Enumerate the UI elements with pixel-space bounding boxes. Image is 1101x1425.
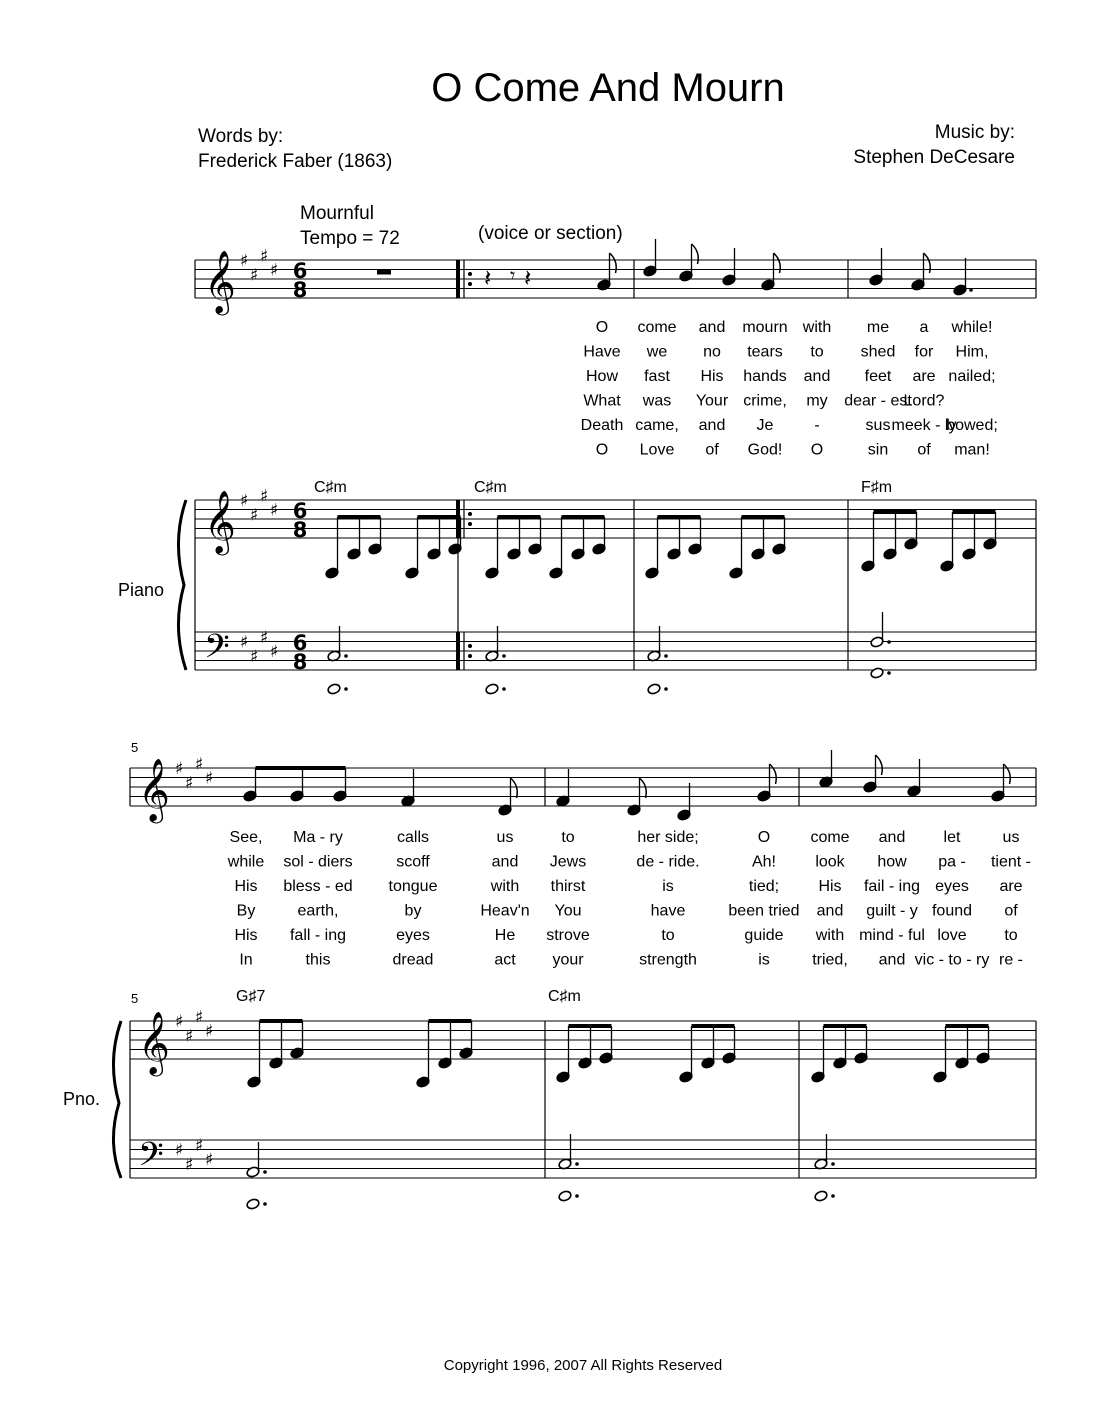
lyric-syllable: look	[815, 853, 845, 871]
time-signature-top: 6	[292, 499, 308, 523]
lyric-syllable: O	[595, 319, 609, 336]
lyric-syllable: we	[646, 343, 668, 361]
time-signature-bottom: 8	[292, 278, 308, 302]
lyric-syllable: By	[236, 902, 256, 920]
lyric-syllable: Death	[580, 417, 624, 434]
lyric-syllable: my	[806, 392, 828, 410]
lyric-syllable: Him,	[955, 343, 989, 361]
note-dot	[887, 671, 891, 675]
lyric-syllable: come	[810, 829, 850, 846]
note-flag	[876, 755, 883, 775]
sharp-sign: ♯	[205, 1021, 214, 1042]
note-dot	[502, 687, 506, 691]
lyric-syllable: thirst	[550, 878, 586, 895]
bass-note	[327, 683, 341, 695]
lyric-syllable: for	[914, 343, 934, 361]
lyric-syllable: been tried	[728, 902, 800, 920]
sharp-sign: ♯	[260, 627, 269, 648]
note-dot	[263, 1170, 267, 1174]
lyric-syllable: nailed;	[948, 368, 996, 385]
lyric-syllable: and	[491, 853, 519, 871]
lyric-syllable: dear - est	[844, 392, 912, 410]
lyric-syllable: pa -	[938, 853, 966, 871]
lyric-syllable: mourn	[742, 319, 788, 336]
song-title: O Come And Mourn	[431, 66, 785, 110]
sharp-sign: ♯	[175, 1140, 184, 1161]
lyric-syllable: Your	[695, 392, 729, 410]
lyric-syllable: sus	[865, 417, 891, 434]
sharp-sign: ♯	[175, 759, 184, 779]
lyric-syllable: What	[583, 392, 621, 410]
lyric-syllable: of	[917, 441, 931, 459]
measure-number-vocal: 5	[131, 740, 139, 755]
lyric-syllable: Lord?	[903, 392, 945, 410]
sharp-sign: ♯	[270, 260, 279, 281]
lyric-syllable: scoff	[396, 853, 430, 871]
lyric-syllable: hands	[743, 368, 787, 385]
bass-clef-icon: 𝄢	[138, 1136, 164, 1182]
lyric-syllable: strength	[639, 951, 697, 969]
sharp-sign: ♯	[185, 1154, 194, 1175]
lyrics-layer	[227, 319, 1031, 969]
lyric-syllable: He	[494, 927, 516, 944]
lyric-syllable: and	[803, 368, 831, 385]
lyric-syllable: Ma - ry	[293, 829, 343, 846]
lyric-syllable: fail - ing	[863, 878, 921, 895]
lyric-syllable: eyes	[935, 878, 969, 895]
lyric-syllable: to	[1004, 927, 1018, 944]
lyric-syllable: meek - ly	[891, 417, 957, 434]
lyric-syllable: re -	[999, 951, 1023, 969]
lyric-syllable: -	[814, 417, 820, 434]
lyric-syllable: guilt - y	[866, 902, 918, 920]
lyric-syllable: tried,	[812, 951, 848, 969]
lyric-syllable: while!	[951, 319, 993, 336]
lyric-syllable: shed	[860, 343, 896, 361]
note-dot	[831, 1162, 835, 1166]
sharp-sign: ♯	[195, 754, 204, 775]
repeat-dot	[468, 644, 472, 648]
lyric-syllable: calls	[396, 829, 430, 846]
lyric-syllable: by	[404, 902, 422, 920]
lyric-syllable: bowed;	[946, 417, 998, 434]
lyric-syllable: was	[642, 392, 672, 410]
lyric-syllable: His	[700, 368, 724, 385]
lyric-syllable: crime,	[743, 392, 787, 410]
repeat-dot	[468, 654, 472, 658]
lyric-syllable: and	[878, 829, 906, 846]
lyric-syllable: O	[595, 441, 609, 459]
sharp-sign: ♯	[195, 1135, 204, 1156]
brace-icon	[178, 500, 186, 670]
lyric-syllable: feet	[864, 368, 892, 385]
lyric-syllable: of	[705, 441, 719, 459]
lyric-syllable: God!	[747, 441, 783, 459]
eighth-rest-icon: 𝄾	[510, 263, 516, 287]
lyric-syllable: and	[816, 902, 844, 920]
lyric-syllable: are	[999, 878, 1023, 895]
note-dot	[502, 654, 506, 658]
note-dot	[969, 288, 973, 292]
repeat-dot	[468, 522, 472, 526]
lyric-syllable: Ah!	[751, 853, 777, 871]
lyric-syllable: of	[1004, 902, 1018, 920]
lyric-syllable: dread	[392, 951, 434, 969]
sharp-sign: ♯	[205, 1150, 214, 1170]
voice-note: (voice or section)	[478, 223, 623, 244]
lyric-syllable: guide	[744, 927, 784, 944]
lyric-syllable: is	[662, 878, 674, 895]
lyric-syllable: tied;	[748, 878, 780, 895]
repeat-dot	[468, 282, 472, 286]
treble-clef-icon: 𝄞	[204, 250, 236, 313]
lyric-syllable: is	[758, 951, 770, 969]
lyric-syllable: with	[490, 878, 520, 895]
music-credit-author: Stephen DeCesare	[853, 147, 1015, 168]
sharp-sign: ♯	[205, 768, 214, 789]
note-dot	[831, 1194, 835, 1198]
lyric-syllable: Love	[639, 441, 675, 459]
words-credit-author: Frederick Faber (1863)	[198, 151, 393, 172]
lyric-syllable: sol - diers	[283, 853, 353, 871]
brace-icon	[113, 1021, 121, 1178]
tempo-marking: Tempo = 72	[300, 228, 400, 249]
lyric-syllable: came,	[635, 417, 679, 434]
lyric-syllable: Je	[756, 417, 774, 434]
lyric-syllable: have	[650, 902, 686, 920]
sharp-sign: ♯	[185, 1026, 194, 1047]
time-signature-bottom: 8	[292, 518, 308, 542]
quarter-rest-icon: 𝄽	[524, 264, 532, 292]
lyric-syllable: sin	[867, 441, 889, 459]
lyric-syllable: us	[496, 829, 514, 846]
lyric-syllable: O	[757, 829, 771, 846]
staff-layer	[113, 239, 1036, 1210]
sharp-sign: ♯	[175, 1012, 184, 1032]
lyric-syllable: this	[305, 951, 331, 969]
lyric-syllable: O	[810, 441, 824, 459]
lyric-syllable: How	[585, 368, 619, 385]
lyric-syllable: let	[943, 829, 961, 846]
lyric-syllable: come	[637, 319, 677, 336]
tempo-expression: Mournful	[300, 203, 374, 224]
lyric-syllable: are	[912, 368, 936, 385]
lyric-syllable: mind - ful	[859, 927, 925, 944]
sharp-sign: ♯	[240, 491, 249, 511]
lyric-syllable: Have	[583, 343, 621, 361]
lyric-syllable: and	[698, 417, 726, 434]
whole-rest-icon	[377, 270, 391, 275]
sharp-sign: ♯	[250, 646, 259, 667]
sharp-sign: ♯	[260, 246, 269, 267]
lyric-syllable: In	[239, 951, 253, 969]
copyright-notice: Copyright 1996, 2007 All Rights Reserved	[443, 1357, 723, 1374]
sharp-sign: ♯	[195, 1007, 204, 1028]
note-dot	[575, 1162, 579, 1166]
chord-symbol: C♯m	[548, 988, 581, 1005]
words-credit-label: Words by:	[198, 126, 284, 147]
repeat-dot	[468, 272, 472, 276]
lyric-syllable: eyes	[396, 927, 430, 944]
chord-symbol: C♯m	[474, 479, 507, 496]
lyric-syllable: strove	[546, 927, 590, 944]
lyric-syllable: and	[878, 951, 906, 969]
lyric-syllable: with	[802, 319, 832, 336]
lyric-syllable: Heav'n	[480, 902, 530, 920]
lyric-syllable: tient -	[990, 853, 1032, 871]
sharp-sign: ♯	[270, 642, 279, 662]
sharp-sign: ♯	[260, 486, 269, 507]
lyric-syllable: no	[703, 343, 721, 361]
sharp-sign: ♯	[185, 773, 194, 794]
sharp-sign: ♯	[270, 500, 279, 521]
bass-clef-icon: 𝄢	[204, 628, 230, 674]
measure-number-piano: 5	[131, 991, 139, 1006]
bass-note	[246, 1198, 260, 1210]
sharp-sign: ♯	[250, 265, 259, 286]
lyric-syllable: found	[931, 902, 973, 920]
bass-note	[558, 1190, 572, 1202]
chord-symbol: F♯m	[861, 479, 893, 496]
note-flag	[1004, 764, 1011, 784]
chord-symbol: C♯m	[314, 479, 347, 496]
note-flag	[511, 778, 518, 798]
lyric-syllable: earth,	[297, 902, 339, 920]
lyric-syllable: how	[877, 853, 907, 871]
lyric-syllable: bless - ed	[283, 878, 353, 895]
sharp-sign: ♯	[240, 632, 249, 653]
lyric-syllable: to	[561, 829, 575, 846]
lyric-syllable: a	[919, 319, 929, 336]
sharp-sign: ♯	[250, 505, 259, 526]
note-flag	[770, 764, 777, 784]
lyric-syllable: His	[234, 878, 258, 895]
sharp-sign: ♯	[240, 251, 249, 271]
bass-note	[485, 683, 499, 695]
lyric-syllable: while	[227, 853, 265, 871]
lyric-syllable: act	[494, 951, 516, 969]
quarter-rest-icon: 𝄽	[484, 264, 492, 292]
lyric-syllable: See,	[229, 829, 263, 846]
bass-note	[814, 1190, 828, 1202]
lyric-syllable: me	[866, 319, 890, 336]
time-signature-bottom: 8	[292, 650, 308, 674]
lyric-syllable: man!	[954, 441, 990, 459]
lyric-syllable: vic - to - ry	[914, 951, 990, 969]
note-flag	[692, 244, 699, 264]
instrument-name-short: Pno.	[63, 1089, 101, 1109]
repeat-barline	[456, 260, 460, 298]
treble-clef-icon: 𝄞	[138, 1011, 170, 1074]
lyric-syllable: fall - ing	[289, 927, 347, 944]
lyric-syllable: her side;	[637, 829, 699, 846]
lyric-syllable: His	[234, 927, 258, 944]
treble-clef-icon: 𝄞	[204, 490, 236, 553]
note-dot	[575, 1194, 579, 1198]
note-flag	[640, 778, 647, 798]
note-dot	[664, 654, 668, 658]
note-dot	[887, 640, 891, 644]
repeat-dot	[468, 512, 472, 516]
chord-symbol: G♯7	[236, 988, 266, 1005]
lyric-syllable: with	[815, 927, 845, 944]
note-dot	[344, 687, 348, 691]
lyric-syllable: fast	[644, 368, 670, 385]
note-dot	[664, 687, 668, 691]
lyric-syllable: His	[818, 878, 842, 895]
lyric-syllable: to	[810, 343, 824, 361]
lyric-syllable: tears	[747, 343, 783, 361]
bass-note	[647, 683, 661, 695]
lyric-syllable: Jews	[549, 853, 587, 871]
instrument-name-full: Piano	[118, 580, 165, 600]
lyric-syllable: your	[552, 951, 584, 969]
lyric-syllable: love	[937, 927, 967, 944]
lyric-syllable: and	[698, 319, 726, 336]
time-signature-top: 6	[292, 259, 308, 283]
treble-clef-icon: 𝄞	[138, 758, 170, 821]
note-dot	[344, 654, 348, 658]
lyric-syllable: to	[661, 927, 675, 944]
lyric-syllable: You	[554, 902, 582, 920]
time-signature-top: 6	[292, 631, 308, 655]
lyric-syllable: de - ride.	[636, 853, 700, 871]
note-dot	[263, 1202, 267, 1206]
lyric-syllable: us	[1002, 829, 1020, 846]
music-credit-label: Music by:	[934, 122, 1015, 143]
lyric-syllable: tongue	[388, 878, 438, 895]
bass-note	[870, 667, 884, 679]
